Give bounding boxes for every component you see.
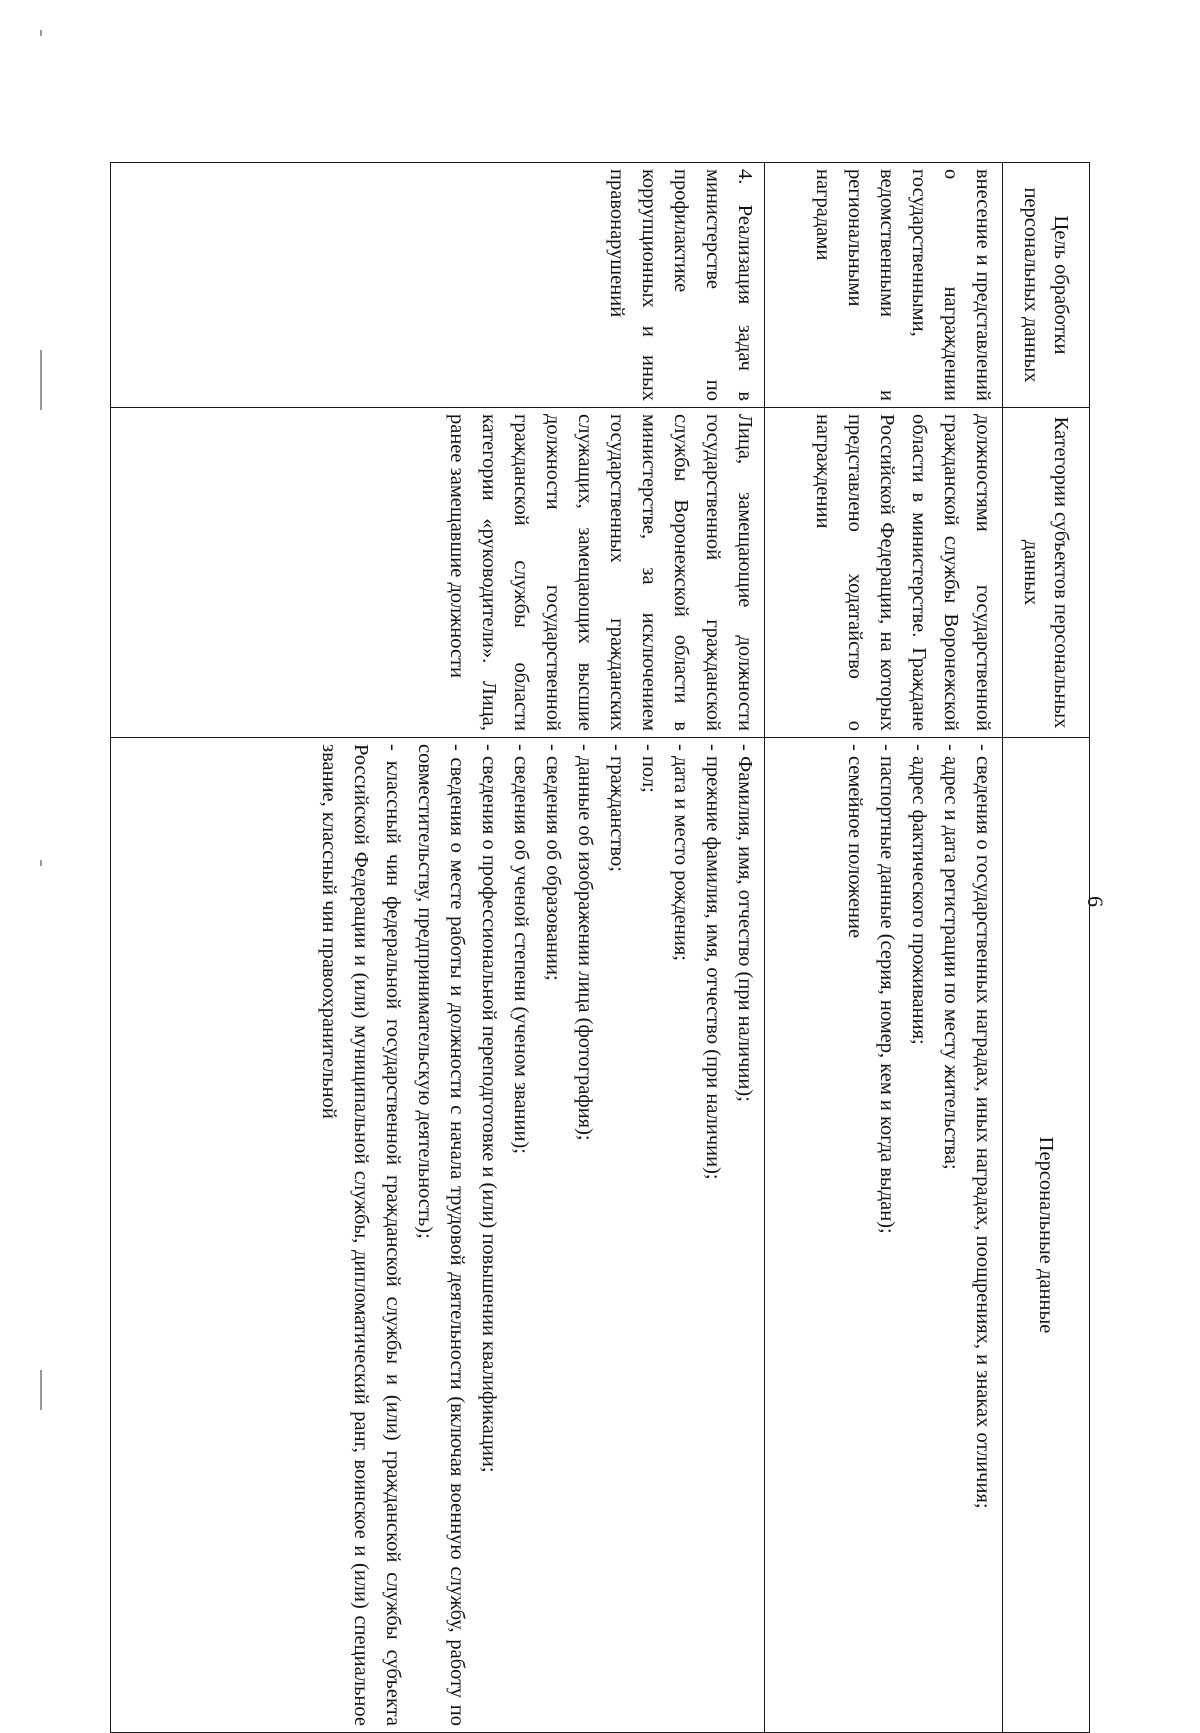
data-item: - сведения о профессиональной переподготовке и (или) повышении квалификации; <box>478 744 500 1473</box>
scan-mark <box>40 860 42 866</box>
data-item: - пол; <box>638 744 660 793</box>
data-item: - адрес и дата регистрации по месту жительства; <box>940 744 962 1170</box>
subjects-cell: Лица, замещающие должности государственной гражданской службы Воронежской области в министерстве, за исключением государственных гражданских служащих, замещающих высшие должности государственной гражданской службы области категории «руководители». Лица, ранее замещавшие должности <box>111 408 765 738</box>
purpose-cell: внесение и представлений о награждении государственными, ведомственными и региональными наградами <box>765 163 1003 408</box>
data-item: - семейное положение <box>844 744 866 939</box>
personal-data-table <box>110 162 1090 1733</box>
header-purpose: Цель обработки персональных данных <box>1003 163 1090 408</box>
rotated-page-content <box>110 162 1090 1732</box>
data-item: - прежние фамилия, имя, отчество (при наличии); <box>702 744 724 1180</box>
data-item: - сведения о государственных наградах, иных наградах, поощрениях, и знаках отличия; <box>972 744 994 1509</box>
data-item: - сведения о месте работы и должности с начала трудовой деятельности (включая военную службу, работу по совместительству, предпринимательскую деятельность); <box>414 744 468 1726</box>
data-item: - дата и место рождения; <box>670 744 692 961</box>
data-item: - адрес фактического проживания; <box>908 744 930 1045</box>
subjects-cell: должностями государственной гражданской службы Воронежской области в министерстве. Граждане Российской Федерации, на которых представлено ходатайство о награждении <box>765 408 1003 738</box>
data-cell <box>765 738 1003 1733</box>
data-item: - Фамилия, имя, отчество (при наличии); <box>734 744 756 1102</box>
header-subject-categories: Категории субъектов персональных данных <box>1003 408 1090 738</box>
table-row <box>111 163 765 1733</box>
table-row <box>765 163 1003 1733</box>
data-item: - классный чин федеральной государственной гражданской службы и (или) гражданской службы субъекта Российской Федерации и (или) муниципальной службы, дипломатический ранг, воинское и (или) специальное звание, классный чин правоохранительной <box>318 744 404 1726</box>
data-item: - паспортные данные (серия, номер, кем и когда выдан); <box>876 744 898 1234</box>
data-item: - гражданство; <box>606 744 628 872</box>
scan-mark <box>40 1370 42 1410</box>
table-header-row <box>1003 163 1090 1733</box>
purpose-cell: 4. Реализация задач в министерстве по профилактике коррупционных и иных правонарушений <box>111 163 765 408</box>
data-item: - сведения об образовании; <box>542 744 564 981</box>
data-cell <box>111 738 765 1733</box>
page-number: 6 <box>1083 896 1108 907</box>
scan-mark <box>40 350 42 410</box>
data-item: - сведения об ученой степени (ученом звании); <box>510 744 532 1154</box>
scan-mark <box>40 30 42 36</box>
header-personal-data: Персональные данные <box>1003 738 1090 1733</box>
data-item: - данные об изображении лица (фотография); <box>574 744 596 1141</box>
